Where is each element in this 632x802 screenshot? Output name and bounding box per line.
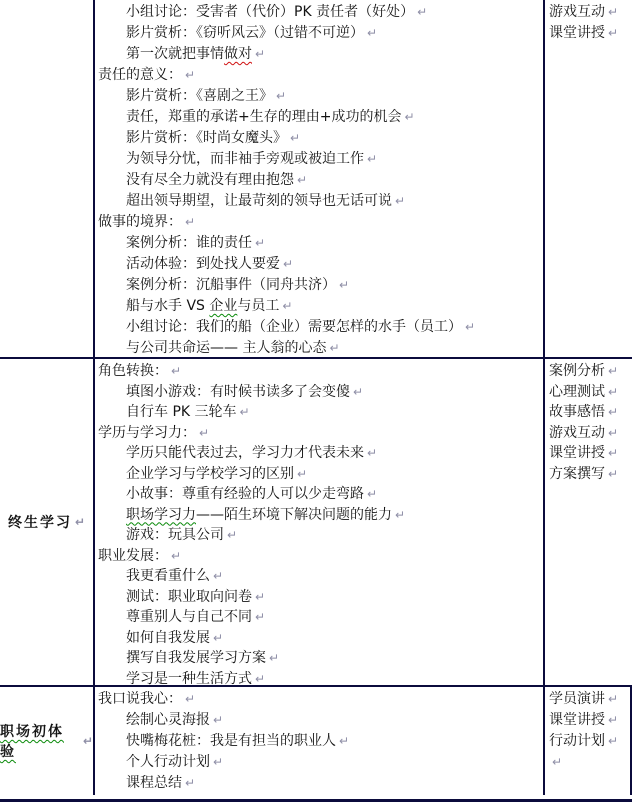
content-line xyxy=(98,212,543,233)
content-text: 绘制心灵海报 xyxy=(126,712,210,728)
paragraph-mark-icon: ↵ xyxy=(297,173,308,187)
paragraph-mark-icon: ↵ xyxy=(213,755,224,769)
content-cell xyxy=(95,0,545,357)
content-text: 企业学习与学校学习的区别 xyxy=(126,465,294,482)
method-line xyxy=(549,443,632,464)
paragraph-mark-icon: ↵ xyxy=(269,651,280,665)
paragraph-mark-icon: ↵ xyxy=(608,26,619,40)
content-text: 与员工 xyxy=(237,298,280,314)
paragraph-mark-icon: ↵ xyxy=(608,734,619,748)
content-text: 学历与学习力： xyxy=(98,424,196,441)
paragraph-mark-icon: ↵ xyxy=(367,26,378,40)
method-line xyxy=(549,423,632,444)
paragraph-mark-icon: ↵ xyxy=(552,755,563,769)
content-text: 活动体验：到处找人要爱 xyxy=(126,256,280,272)
content-line xyxy=(98,128,543,149)
method-line xyxy=(549,752,630,773)
paragraph-mark-icon: ↵ xyxy=(255,610,266,624)
paragraph-mark-icon: ↵ xyxy=(255,671,266,685)
content-text: 填图小游戏：有时候书读多了会变傻 xyxy=(126,383,350,400)
content-line xyxy=(98,566,543,587)
paragraph-mark-icon: ↵ xyxy=(608,405,619,419)
paragraph-mark-icon: ↵ xyxy=(608,5,619,19)
content-text: 课程总结 xyxy=(126,775,182,791)
content-line xyxy=(98,317,543,338)
content-text: 我更看重什么 xyxy=(126,568,210,584)
content-line xyxy=(98,525,543,546)
content-text: 船与水手 VS xyxy=(126,298,210,314)
spellcheck-marked-text: 做对 xyxy=(224,46,252,62)
content-line xyxy=(98,44,543,65)
content-line xyxy=(98,710,543,731)
content-text: 责任的意义： xyxy=(98,67,182,83)
content-line xyxy=(98,170,543,191)
paragraph-mark-icon: ↵ xyxy=(199,425,210,440)
content-line xyxy=(98,338,543,357)
content-line xyxy=(98,86,543,107)
content-text: 如何自我发展 xyxy=(126,629,210,646)
methods-cell xyxy=(545,0,632,357)
paragraph-mark-icon: ↵ xyxy=(74,515,86,529)
method-text: 案例分析 xyxy=(549,363,605,379)
paragraph-mark-icon: ↵ xyxy=(608,692,619,706)
content-text: 学习是一种生活方式 xyxy=(126,670,252,685)
method-text: 故事感悟 xyxy=(549,404,605,420)
paragraph-mark-icon: ↵ xyxy=(395,507,406,522)
paragraph-mark-icon: ↵ xyxy=(608,364,619,378)
paragraph-mark-icon: ↵ xyxy=(608,384,619,399)
method-text: 游戏互动 xyxy=(549,4,605,20)
content-text: 学历只能代表过去，学习力才代表未来 xyxy=(126,445,364,461)
paragraph-mark-icon: ↵ xyxy=(255,589,266,604)
content-line xyxy=(98,648,543,669)
paragraph-mark-icon: ↵ xyxy=(404,110,415,124)
method-line xyxy=(549,710,630,731)
paragraph-mark-icon: ↵ xyxy=(276,89,287,103)
method-line xyxy=(549,464,632,485)
content-text: 第一次就把事情 xyxy=(126,46,224,62)
content-text: 案例分析：沉船事件（同舟共济） xyxy=(126,277,336,293)
content-text: 撰写自我发展学习方案 xyxy=(126,650,266,666)
content-text: 自行车 PK 三轮车 xyxy=(126,404,237,420)
paragraph-mark-icon: ↵ xyxy=(608,466,619,481)
paragraph-mark-icon: ↵ xyxy=(290,131,301,145)
content-text: 个人行动计划 xyxy=(126,754,210,770)
paragraph-mark-icon: ↵ xyxy=(339,734,350,748)
content-line xyxy=(98,752,543,773)
content-line xyxy=(98,773,543,794)
stage-label-cell xyxy=(0,0,95,357)
paragraph-mark-icon: ↵ xyxy=(395,194,406,208)
content-text: 影片赏析：《窃听风云》（过错不可逆） xyxy=(126,25,364,41)
content-line xyxy=(98,191,543,212)
paragraph-mark-icon: ↵ xyxy=(297,466,308,481)
content-line xyxy=(98,254,543,275)
content-line xyxy=(98,296,543,317)
content-text: 角色转换： xyxy=(98,363,168,379)
paragraph-mark-icon: ↵ xyxy=(339,278,350,292)
paragraph-mark-icon: ↵ xyxy=(239,405,250,419)
content-cell xyxy=(95,687,545,795)
content-text: 案例分析：谁的责任 xyxy=(126,235,252,251)
content-line xyxy=(98,23,543,44)
content-line xyxy=(98,628,543,649)
paragraph-mark-icon: ↵ xyxy=(255,47,266,61)
paragraph-mark-icon: ↵ xyxy=(171,364,182,378)
paragraph-mark-icon: ↵ xyxy=(185,215,196,229)
method-line xyxy=(549,689,630,710)
content-text: 小组讨论：受害者（代价）PK 责任者（好处） xyxy=(126,4,415,20)
content-text: 为领导分忧，而非袖手旁观或被迫工作 xyxy=(126,151,364,167)
method-text: 课堂讲授 xyxy=(549,25,605,41)
content-line xyxy=(98,275,543,296)
stage-label-cell xyxy=(0,687,95,795)
content-cell xyxy=(95,359,545,685)
paragraph-mark-icon: ↵ xyxy=(608,713,619,727)
paragraph-mark-icon: ↵ xyxy=(213,569,224,583)
paragraph-mark-icon: ↵ xyxy=(255,236,266,250)
paragraph-mark-icon: ↵ xyxy=(417,5,428,19)
method-line xyxy=(549,2,632,23)
paragraph-mark-icon: ↵ xyxy=(213,713,224,727)
method-text: 心理测试 xyxy=(549,383,605,400)
method-text: 行动计划 xyxy=(549,733,605,749)
methods-cell xyxy=(545,687,632,795)
paragraph-mark-icon: ↵ xyxy=(353,384,364,399)
content-line xyxy=(98,149,543,170)
paragraph-mark-icon: ↵ xyxy=(608,425,619,440)
content-text: 责任，郑重的承诺+生存的理由+成功的机会 xyxy=(126,109,402,125)
paragraph-mark-icon: ↵ xyxy=(367,446,378,460)
content-text: 快嘴梅花桩：我是有担当的职业人 xyxy=(126,733,336,749)
paragraph-mark-icon: ↵ xyxy=(185,68,196,82)
content-text: 影片赏析：《喜剧之王》 xyxy=(126,88,273,104)
content-text: 我口说我心： xyxy=(98,691,182,707)
paragraph-mark-icon: ↵ xyxy=(185,776,196,790)
content-text: 游戏：玩具公司 xyxy=(126,527,224,543)
content-line xyxy=(98,382,543,403)
content-line xyxy=(98,402,543,423)
content-line xyxy=(98,731,543,752)
content-line xyxy=(98,689,543,710)
content-text: 测试：职业取向问卷 xyxy=(126,588,252,605)
paragraph-mark-icon: ↵ xyxy=(608,446,619,460)
content-line xyxy=(98,423,543,444)
content-text: 没有尽全力就没有理由抱怨 xyxy=(126,172,294,188)
spellcheck-marked-text: 职场学习力 xyxy=(126,506,196,523)
content-line xyxy=(98,233,543,254)
table-row xyxy=(0,357,632,685)
content-line xyxy=(98,546,543,567)
method-text: 游戏互动 xyxy=(549,424,605,441)
paragraph-mark-icon: ↵ xyxy=(282,299,293,313)
method-line xyxy=(549,361,632,382)
paragraph-mark-icon: ↵ xyxy=(329,341,340,355)
table-row xyxy=(0,685,632,795)
method-line xyxy=(549,382,632,403)
content-line xyxy=(98,65,543,86)
content-text: 影片赏析：《时尚女魔头》 xyxy=(126,130,287,146)
content-text: 尊重别人与自己不同 xyxy=(126,609,252,625)
content-line xyxy=(98,587,543,608)
stage-label-cell xyxy=(0,359,95,685)
content-text: 与公司共命运—— 主人翁的心态 xyxy=(126,340,327,356)
method-line xyxy=(549,402,632,423)
content-line xyxy=(98,2,543,23)
method-text: 课堂讲授 xyxy=(549,445,605,461)
content-line xyxy=(98,484,543,505)
paragraph-mark-icon: ↵ xyxy=(82,734,93,748)
paragraph-mark-icon: ↵ xyxy=(367,487,378,501)
method-text: 学员演讲 xyxy=(549,691,605,707)
method-line xyxy=(549,731,630,752)
paragraph-mark-icon: ↵ xyxy=(367,152,378,166)
table-row xyxy=(0,0,632,357)
stage-label: 终生学习 xyxy=(7,515,72,531)
content-line xyxy=(98,443,543,464)
content-line xyxy=(98,607,543,628)
method-text: 课堂讲授 xyxy=(549,712,605,728)
stage-label: 职场初体验 xyxy=(0,724,64,760)
content-text: 小故事：尊重有经验的人可以少走弯路 xyxy=(126,486,364,502)
content-line xyxy=(98,361,543,382)
paragraph-mark-icon: ↵ xyxy=(171,548,182,563)
content-text: 职业发展： xyxy=(98,547,168,564)
paragraph-mark-icon: ↵ xyxy=(227,528,238,542)
method-line xyxy=(549,23,632,44)
paragraph-mark-icon: ↵ xyxy=(213,630,224,645)
content-line xyxy=(98,464,543,485)
methods-cell xyxy=(545,359,632,685)
paragraph-mark-icon: ↵ xyxy=(465,320,476,334)
spellcheck-marked-text: 企业 xyxy=(209,298,238,314)
content-text: 做事的境界： xyxy=(98,214,182,230)
content-text: 超出领导期望，让最苛刻的领导也无话可说 xyxy=(126,193,392,209)
content-text: 小组讨论：我们的船（企业）需要怎样的水手（员工） xyxy=(126,319,462,335)
content-line xyxy=(98,107,543,128)
content-line xyxy=(98,669,543,686)
paragraph-mark-icon: ↵ xyxy=(185,692,196,706)
content-line xyxy=(98,505,543,526)
content-text: ——陌生环境下解决问题的能力 xyxy=(196,506,392,523)
method-text: 方案撰写 xyxy=(549,465,605,482)
paragraph-mark-icon: ↵ xyxy=(283,257,294,271)
